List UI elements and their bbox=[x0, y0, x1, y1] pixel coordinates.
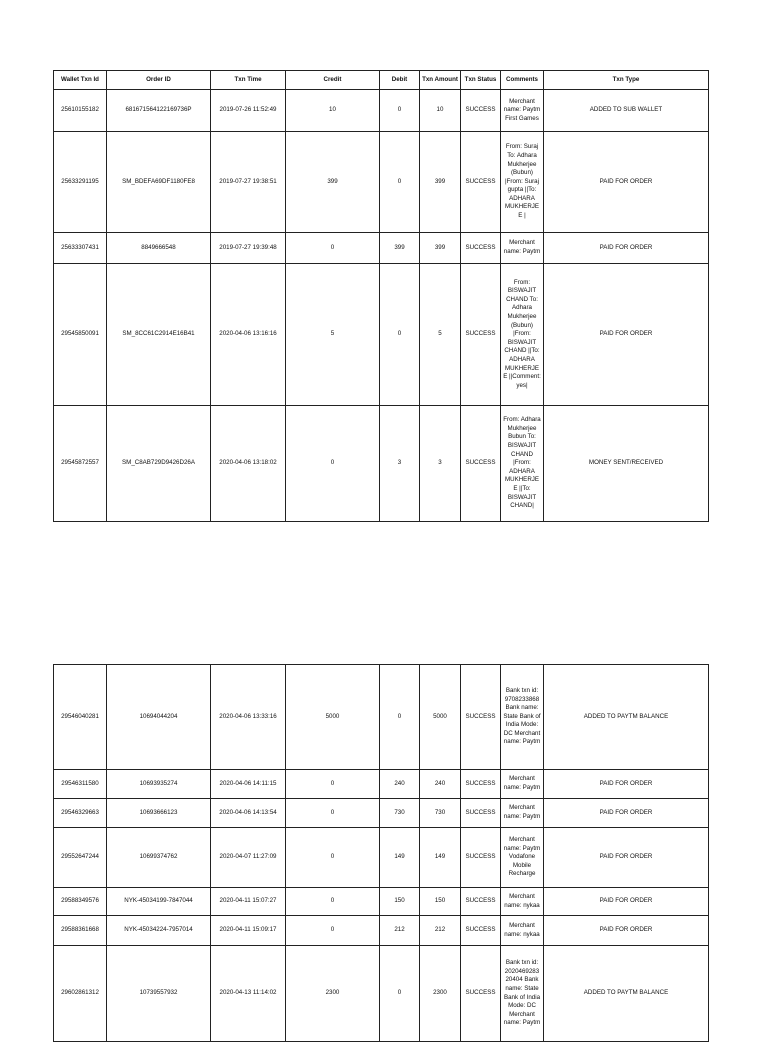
column-header: Txn Type bbox=[544, 71, 709, 90]
debit-cell: 0 bbox=[380, 264, 420, 406]
txn-amount-cell: 240 bbox=[420, 770, 461, 799]
txn-time-cell: 2020-04-06 13:33:16 bbox=[211, 665, 286, 770]
txn-status-cell: SUCCESS bbox=[461, 916, 501, 946]
order-id-cell: 10694044204 bbox=[107, 665, 211, 770]
debit-cell: 0 bbox=[380, 946, 420, 1042]
txn-time-cell: 2020-04-07 11:27:09 bbox=[211, 828, 286, 888]
order-id-cell: 10693935274 bbox=[107, 770, 211, 799]
txn-time-cell: 2019-07-27 19:39:48 bbox=[211, 233, 286, 264]
comments-cell: Bank txn id: 2020469283 20404 Bank name: State Bank of India Mode: DC Merchant name: Paytm bbox=[501, 946, 544, 1042]
credit-cell: 0 bbox=[286, 828, 380, 888]
txn-status-cell: SUCCESS bbox=[461, 888, 501, 916]
txn-type-cell: PAID FOR ORDER bbox=[544, 828, 709, 888]
txn-type-cell: PAID FOR ORDER bbox=[544, 799, 709, 828]
txn-type-cell: PAID FOR ORDER bbox=[544, 770, 709, 799]
table-row bbox=[54, 916, 709, 946]
txn-status-cell: SUCCESS bbox=[461, 770, 501, 799]
table-row bbox=[54, 264, 709, 406]
wallet-txn-id-cell: 25633291195 bbox=[54, 132, 107, 233]
order-id-cell: 8849666548 bbox=[107, 233, 211, 264]
txn-time-cell: 2020-04-06 14:13:54 bbox=[211, 799, 286, 828]
txn-time-cell: 2020-04-11 15:09:17 bbox=[211, 916, 286, 946]
txn-amount-cell: 5 bbox=[420, 264, 461, 406]
debit-cell: 150 bbox=[380, 888, 420, 916]
order-id-cell: NYK-45034224-7957014 bbox=[107, 916, 211, 946]
txn-type-cell: PAID FOR ORDER bbox=[544, 233, 709, 264]
debit-cell: 149 bbox=[380, 828, 420, 888]
txn-time-cell: 2020-04-06 13:16:16 bbox=[211, 264, 286, 406]
debit-cell: 0 bbox=[380, 90, 420, 132]
debit-cell: 0 bbox=[380, 665, 420, 770]
comments-cell: From: BISWAJIT CHAND To: Adhara Mukherjee (Bubun) |From: BISWAJIT CHAND ||To: ADHARA MUKHERJEE ||Comment: yes| bbox=[501, 264, 544, 406]
txn-amount-cell: 2300 bbox=[420, 946, 461, 1042]
comments-cell: Merchant name: Paytm bbox=[501, 799, 544, 828]
credit-cell: 0 bbox=[286, 799, 380, 828]
column-header: Txn Amount bbox=[420, 71, 461, 90]
txn-status-cell: SUCCESS bbox=[461, 665, 501, 770]
table-row bbox=[54, 665, 709, 770]
debit-cell: 730 bbox=[380, 799, 420, 828]
wallet-txn-id-cell: 25633307431 bbox=[54, 233, 107, 264]
wallet-txn-id-cell: 29588349576 bbox=[54, 888, 107, 916]
order-id-cell: SM_8CC61C2914E16B41 bbox=[107, 264, 211, 406]
debit-cell: 240 bbox=[380, 770, 420, 799]
comments-cell: From: Adhara Mukherjee Bubun To: BISWAJIT CHAND |From: ADHARA MUKHERJEE ||To: BISWAJIT CHAND| bbox=[501, 406, 544, 522]
txn-type-cell: PAID FOR ORDER bbox=[544, 264, 709, 406]
txn-status-cell: SUCCESS bbox=[461, 406, 501, 522]
debit-cell: 0 bbox=[380, 132, 420, 233]
credit-cell: 5000 bbox=[286, 665, 380, 770]
credit-cell: 0 bbox=[286, 888, 380, 916]
txn-amount-cell: 149 bbox=[420, 828, 461, 888]
table-row bbox=[54, 406, 709, 522]
comments-cell: Bank txn id: 9708233868 Bank name: State Bank of India Mode: DC Merchant name: Paytm bbox=[501, 665, 544, 770]
txn-status-cell: SUCCESS bbox=[461, 264, 501, 406]
table-row bbox=[54, 888, 709, 916]
credit-cell: 5 bbox=[286, 264, 380, 406]
txn-amount-cell: 10 bbox=[420, 90, 461, 132]
txn-type-cell: MONEY SENT/RECEIVED bbox=[544, 406, 709, 522]
debit-cell: 3 bbox=[380, 406, 420, 522]
table-row bbox=[54, 799, 709, 828]
txn-time-cell: 2020-04-06 14:11:15 bbox=[211, 770, 286, 799]
credit-cell: 0 bbox=[286, 916, 380, 946]
wallet-txn-id-cell: 29602861312 bbox=[54, 946, 107, 1042]
txn-amount-cell: 399 bbox=[420, 132, 461, 233]
txn-amount-cell: 150 bbox=[420, 888, 461, 916]
txn-amount-cell: 3 bbox=[420, 406, 461, 522]
wallet-txn-id-cell: 29546040281 bbox=[54, 665, 107, 770]
order-id-cell: 10739557932 bbox=[107, 946, 211, 1042]
txn-type-cell: ADDED TO PAYTM BALANCE bbox=[544, 665, 709, 770]
order-id-cell: NYK-45034199-7847044 bbox=[107, 888, 211, 916]
comments-cell: Merchant name: Paytm bbox=[501, 233, 544, 264]
txn-status-cell: SUCCESS bbox=[461, 799, 501, 828]
column-header: Comments bbox=[501, 71, 544, 90]
txn-type-cell: ADDED TO PAYTM BALANCE bbox=[544, 946, 709, 1042]
table-row bbox=[54, 770, 709, 799]
wallet-txn-id-cell: 29546329663 bbox=[54, 799, 107, 828]
table-row bbox=[54, 233, 709, 264]
debit-cell: 212 bbox=[380, 916, 420, 946]
txn-type-cell: ADDED TO SUB WALLET bbox=[544, 90, 709, 132]
column-header: Order ID bbox=[107, 71, 211, 90]
wallet-txn-id-cell: 25610155182 bbox=[54, 90, 107, 132]
column-header: Wallet Txn Id bbox=[54, 71, 107, 90]
comments-cell: Merchant name: Paytm First Games bbox=[501, 90, 544, 132]
txn-time-cell: 2020-04-11 15:07:27 bbox=[211, 888, 286, 916]
txn-type-cell: PAID FOR ORDER bbox=[544, 132, 709, 233]
order-id-cell: 10699374762 bbox=[107, 828, 211, 888]
wallet-txn-id-cell: 29588361668 bbox=[54, 916, 107, 946]
credit-cell: 2300 bbox=[286, 946, 380, 1042]
txn-status-cell: SUCCESS bbox=[461, 132, 501, 233]
credit-cell: 0 bbox=[286, 406, 380, 522]
txn-time-cell: 2020-04-06 13:18:02 bbox=[211, 406, 286, 522]
table-row bbox=[54, 828, 709, 888]
wallet-txn-id-cell: 29545872557 bbox=[54, 406, 107, 522]
order-id-cell: 10693666123 bbox=[107, 799, 211, 828]
transactions-table-1 bbox=[53, 70, 709, 522]
order-id-cell: 681671564122169736P bbox=[107, 90, 211, 132]
credit-cell: 10 bbox=[286, 90, 380, 132]
txn-status-cell: SUCCESS bbox=[461, 828, 501, 888]
comments-cell: Merchant name: Paytm bbox=[501, 770, 544, 799]
column-header: Credit bbox=[286, 71, 380, 90]
credit-cell: 399 bbox=[286, 132, 380, 233]
txn-status-cell: SUCCESS bbox=[461, 946, 501, 1042]
column-header: Txn Time bbox=[211, 71, 286, 90]
wallet-txn-id-cell: 29545850091 bbox=[54, 264, 107, 406]
table-row bbox=[54, 90, 709, 132]
txn-status-cell: SUCCESS bbox=[461, 90, 501, 132]
column-header: Debit bbox=[380, 71, 420, 90]
txn-time-cell: 2019-07-27 19:38:51 bbox=[211, 132, 286, 233]
credit-cell: 0 bbox=[286, 233, 380, 264]
txn-amount-cell: 212 bbox=[420, 916, 461, 946]
comments-cell: Merchant name: nykaa bbox=[501, 888, 544, 916]
txn-type-cell: PAID FOR ORDER bbox=[544, 916, 709, 946]
table-row bbox=[54, 132, 709, 233]
comments-cell: Merchant name: Paytm Vodafone Mobile Recharge bbox=[501, 828, 544, 888]
txn-status-cell: SUCCESS bbox=[461, 233, 501, 264]
credit-cell: 0 bbox=[286, 770, 380, 799]
txn-amount-cell: 399 bbox=[420, 233, 461, 264]
txn-type-cell: PAID FOR ORDER bbox=[544, 888, 709, 916]
column-header: Txn Status bbox=[461, 71, 501, 90]
comments-cell: From: Suraj To: Adhara Mukherjee (Bubun) |From: Suraj gupta ||To: ADHARA MUKHERJEE | bbox=[501, 132, 544, 233]
table-row bbox=[54, 946, 709, 1042]
txn-time-cell: 2019-07-26 11:52:49 bbox=[211, 90, 286, 132]
table-header-row bbox=[54, 71, 709, 90]
debit-cell: 399 bbox=[380, 233, 420, 264]
txn-amount-cell: 730 bbox=[420, 799, 461, 828]
order-id-cell: SM_BDEFA69DF1180FE8 bbox=[107, 132, 211, 233]
transactions-table-2 bbox=[53, 664, 709, 1042]
txn-time-cell: 2020-04-13 11:14:02 bbox=[211, 946, 286, 1042]
txn-amount-cell: 5000 bbox=[420, 665, 461, 770]
order-id-cell: SM_C8AB729D9426D26A bbox=[107, 406, 211, 522]
comments-cell: Merchant name: nykaa bbox=[501, 916, 544, 946]
wallet-txn-id-cell: 29546311580 bbox=[54, 770, 107, 799]
wallet-txn-id-cell: 29552647244 bbox=[54, 828, 107, 888]
